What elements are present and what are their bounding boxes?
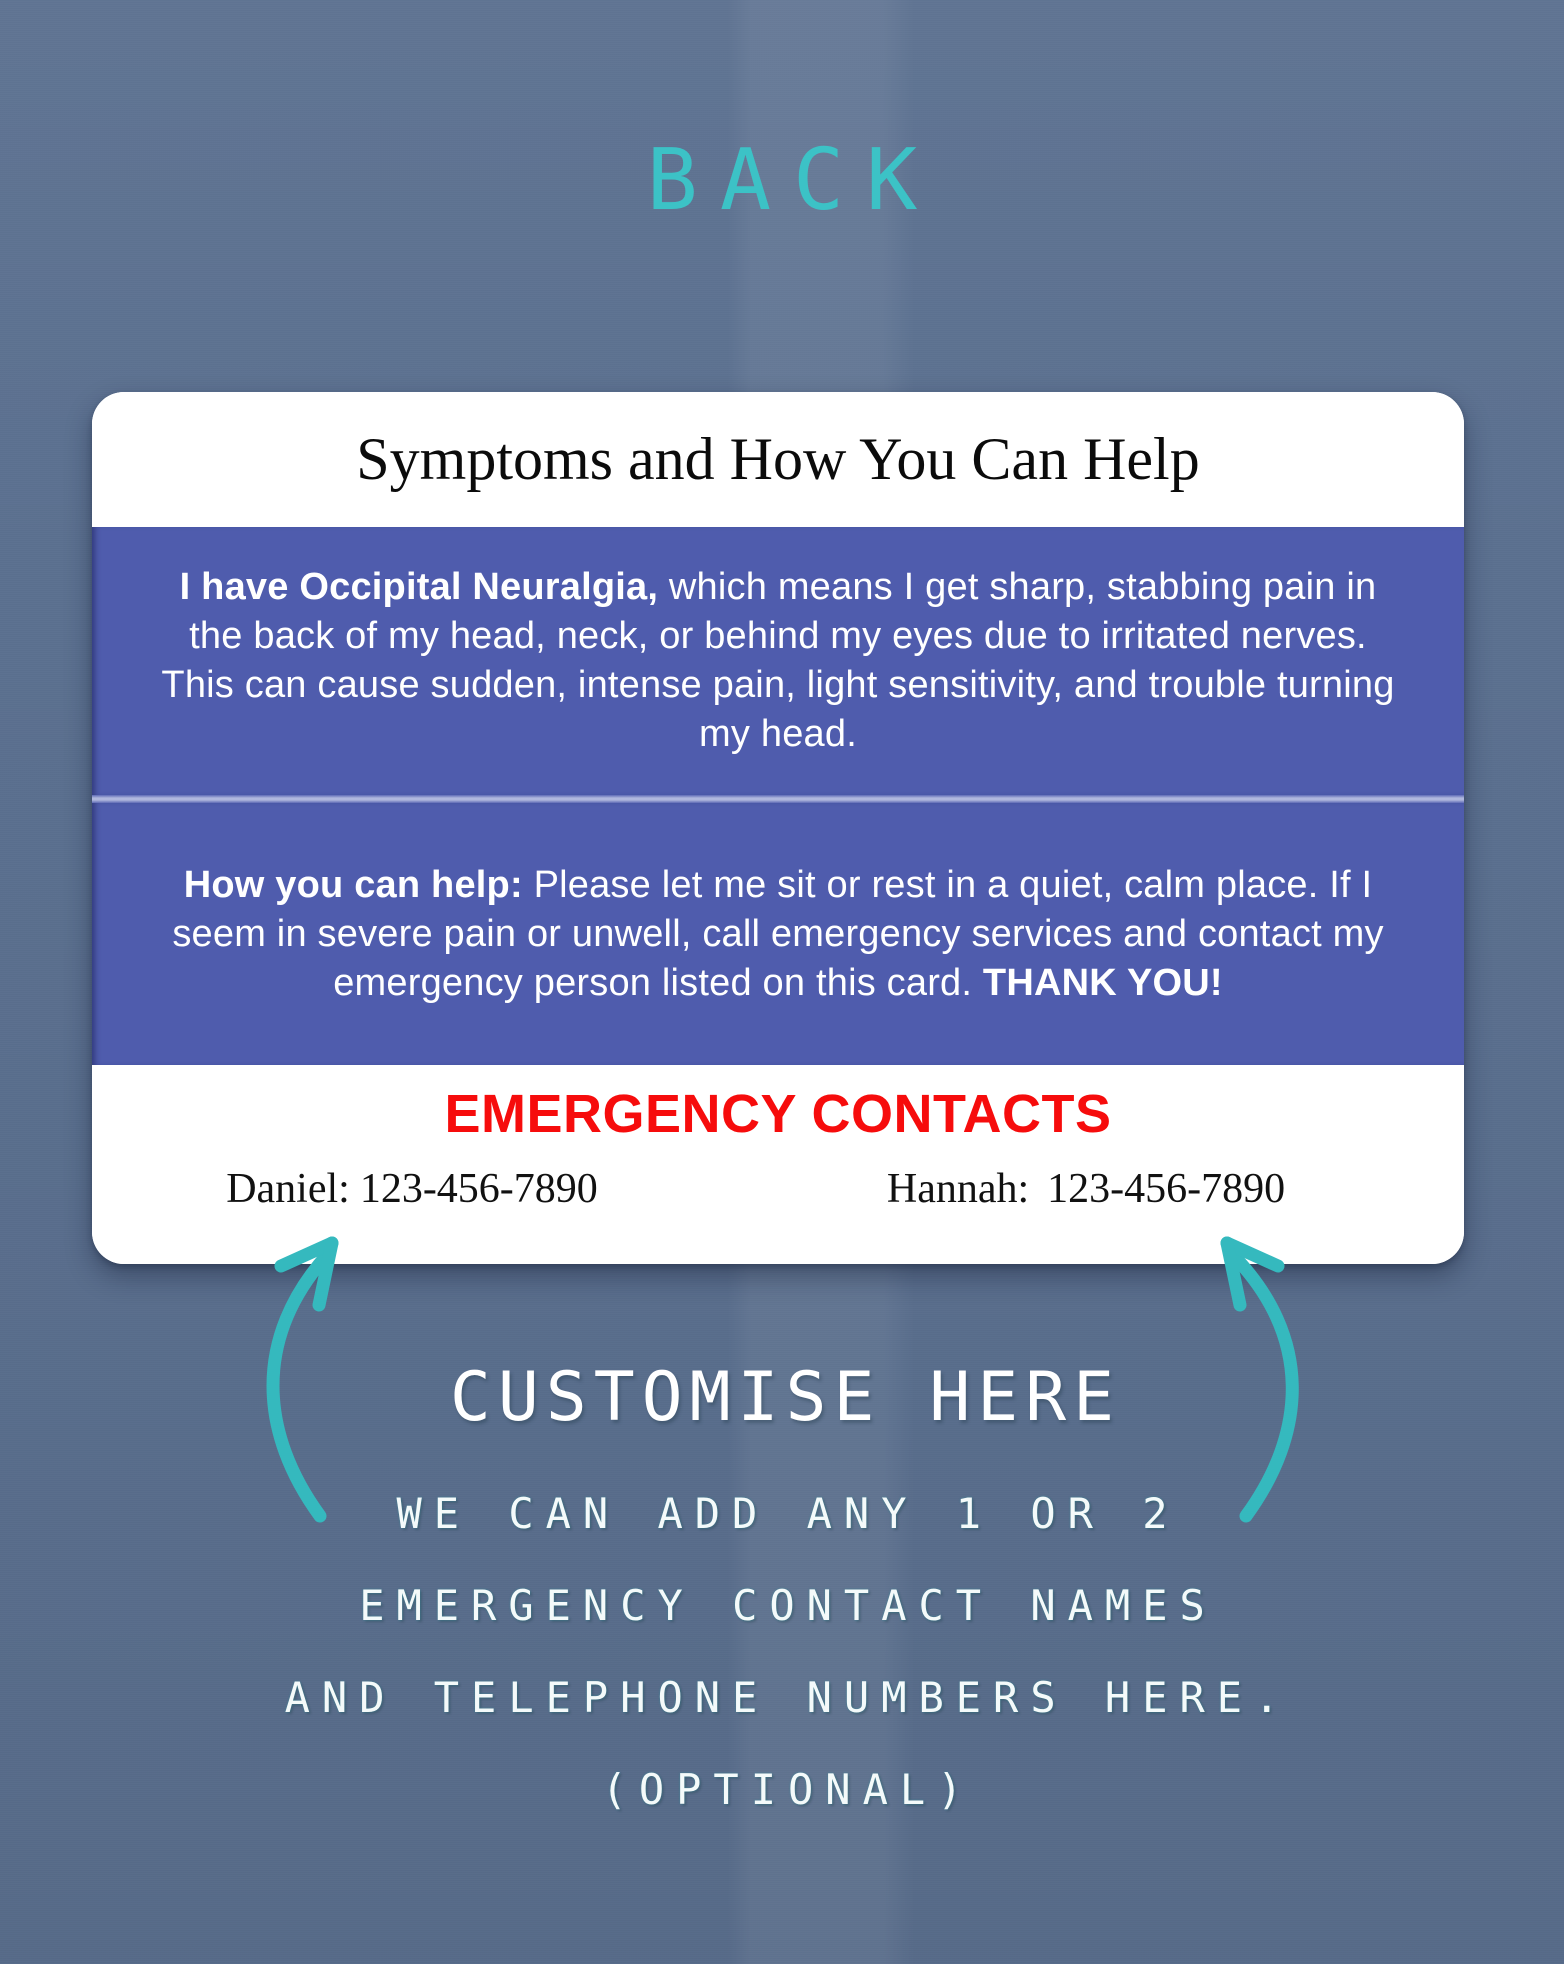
symptoms-lead-bold: I have Occipital Neuralgia, <box>179 566 659 608</box>
symptoms-section <box>92 527 1464 795</box>
annotation-line: AND TELEPHONE NUMBERS HERE. <box>284 1673 1292 1722</box>
section-divider <box>92 795 1464 803</box>
annotation-line: WE CAN ADD ANY 1 OR 2 <box>396 1489 1180 1538</box>
annotation-line: (OPTIONAL) <box>601 1765 975 1814</box>
help-lead-bold: How you can help: <box>183 863 523 906</box>
card-title-band <box>92 392 1464 527</box>
help-section <box>92 803 1464 1065</box>
card-footer <box>92 1065 1464 1264</box>
contact-daniel <box>92 1165 778 1213</box>
contact-phone: 123-456-7890 <box>359 1166 598 1212</box>
card-title: Symptoms and How You Can Help <box>356 426 1200 492</box>
contact-phone: 123-456-7890 <box>1047 1166 1286 1212</box>
help-rest: Please let me sit or rest in a quiet, calm place. If I seem in severe pain or unwell, call emergency services and contact my emergency person listed on this card. <box>172 863 1384 1004</box>
help-text <box>156 861 1400 1008</box>
customise-here-heading: CUSTOMISE HERE <box>449 1358 1122 1437</box>
contact-name: Daniel: <box>226 1166 350 1212</box>
annotation-text-block <box>0 1468 1564 1836</box>
help-tail-bold: THANK YOU! <box>982 961 1223 1004</box>
contacts-row <box>92 1165 1464 1213</box>
symptoms-rest: which means I get sharp, stabbing pain in the back of my head, neck, or behind my eyes due to irritated nerves. This can cause sudden, intense pain, light sensitivity, and trouble turning my head. <box>161 566 1395 755</box>
contact-hannah <box>778 1165 1464 1213</box>
back-label: BACK <box>646 131 940 230</box>
annotation-line: EMERGENCY CONTACT NAMES <box>359 1581 1217 1630</box>
symptoms-text <box>156 563 1400 759</box>
contact-name: Hannah: <box>886 1166 1030 1212</box>
emergency-contacts-heading: EMERGENCY CONTACTS <box>444 1084 1112 1144</box>
medical-id-card-back <box>92 392 1464 1264</box>
